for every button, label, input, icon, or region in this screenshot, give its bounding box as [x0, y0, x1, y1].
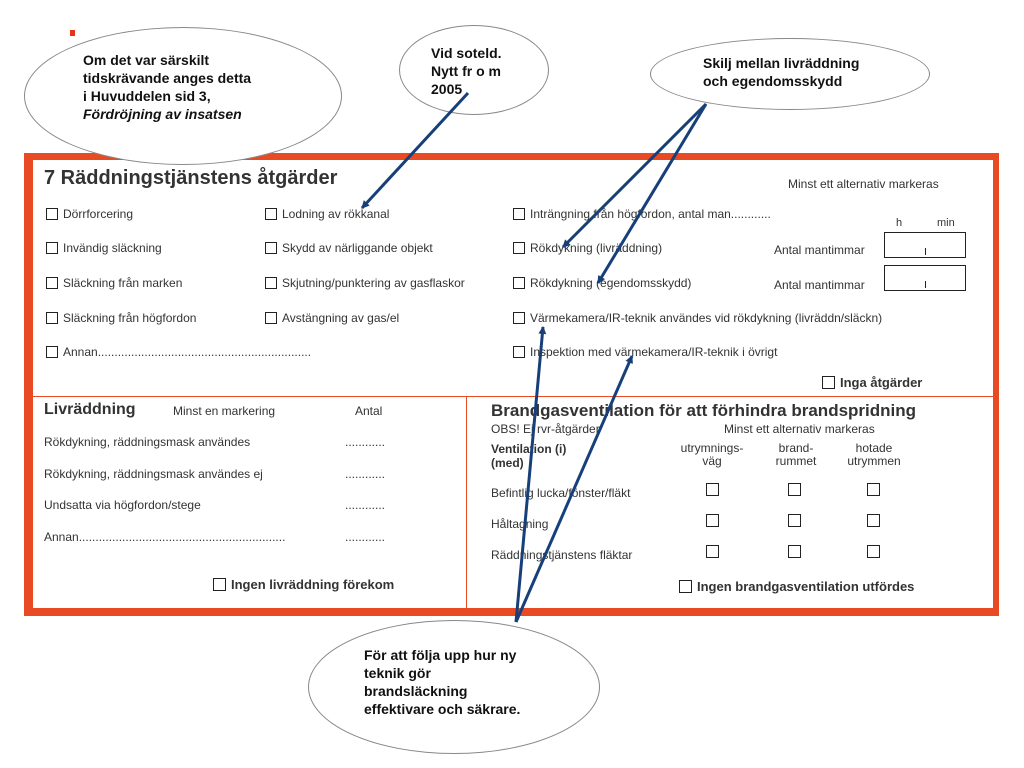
- checkbox-label: Släckning från högfordon: [63, 311, 197, 325]
- checkbox-label: Skjutning/punktering av gasflaskor: [282, 276, 465, 290]
- livraddning-row-count[interactable]: ............: [345, 498, 386, 512]
- arrow-inspektion: [516, 356, 632, 622]
- checkbox-label: Inga åtgärder: [840, 375, 923, 390]
- callout-text-mid: Vid soteld. Nytt fr o m 2005: [431, 45, 502, 97]
- brandgas-obs: OBS! Ej rvr-åtgärder: [491, 422, 600, 436]
- min-note: Minst ett alternativ markeras: [788, 177, 939, 191]
- minute-label: min: [937, 217, 955, 229]
- callout-text-right: Skilj mellan livräddning och egendomsskydd: [703, 55, 860, 89]
- livraddning-row-count[interactable]: ............: [345, 467, 386, 481]
- ventilation-label: Ventilation (i): [491, 442, 567, 456]
- arrow-varmekamera: [516, 327, 543, 622]
- checkbox-label: Inträngning från högfordon, antal man............: [530, 207, 771, 221]
- section-title: 7 Räddningstjänstens åtgärder: [44, 167, 338, 189]
- arrow-livraddning: [563, 104, 706, 247]
- checkbox-label: Ingen livräddning förekom: [231, 577, 395, 592]
- livraddning-row-label: Annan..............................................................: [44, 530, 286, 544]
- arrow-soteld: [362, 93, 468, 208]
- col-header-brandrummet: brand- rummet: [775, 441, 817, 468]
- col-header-utrymningsvag: utrymnings- väg: [680, 441, 744, 468]
- hour-label: h: [896, 217, 903, 229]
- livraddning-row-count[interactable]: ............: [345, 435, 386, 449]
- livraddning-title: Livräddning: [44, 401, 136, 418]
- callout-text-left: Om det var särskilt tidskrävande anges detta i Huvuddelen sid 3, Fördröjning av insatsen: [83, 52, 252, 122]
- antal-mantimmar-label: Antal mantimmar: [774, 243, 865, 257]
- checkbox-label: Dörrforcering: [63, 207, 134, 221]
- checkbox-label: Invändig släckning: [63, 241, 162, 255]
- antal-header: Antal: [355, 404, 383, 418]
- brandgas-min-note: Minst ett alternativ markeras: [724, 422, 875, 436]
- brandgas-row-label: Håltagning: [491, 517, 549, 531]
- checkbox-label: Annan................................................................: [63, 345, 312, 359]
- checkbox-label: Lodning av rökkanal: [282, 207, 390, 221]
- checkbox-label: Inspektion med värmekamera/IR-teknik i övrigt: [530, 345, 778, 359]
- brandgas-row-label: Räddningstjänstens fläktar: [491, 548, 633, 562]
- checkbox-label: Skydd av närliggande objekt: [282, 241, 433, 255]
- ventilation-label-med: (med): [491, 456, 524, 470]
- livraddning-row-label: Undsatta via högfordon/stege: [44, 498, 201, 512]
- callout-text-bottom: För att följa upp hur ny teknik gör brandsläckning effektivare och säkrare.: [364, 647, 521, 717]
- checkbox-label: Ingen brandgasventilation utfördes: [697, 579, 915, 594]
- brandgas-title: Brandgasventilation för att förhindra brandspridning: [491, 401, 917, 420]
- checkbox-label: Rökdykning (egendomsskydd): [530, 276, 692, 290]
- brandgas-row-label: Befintlig lucka/fönster/fläkt: [491, 486, 631, 500]
- livraddning-row-label: Rökdykning, räddningsmask användes ej: [44, 467, 263, 481]
- checkbox-label: Avstängning av gas/el: [282, 311, 400, 325]
- checkbox-label: Rökdykning (livräddning): [530, 241, 663, 255]
- livraddning-row-count[interactable]: ............: [345, 530, 386, 544]
- livraddning-row-label: Rökdykning, räddningsmask användes: [44, 435, 251, 449]
- livraddning-min-note: Minst en markering: [173, 404, 276, 418]
- arrow-egendomsskydd: [598, 104, 706, 283]
- antal-mantimmar-label: Antal mantimmar: [774, 278, 865, 292]
- checkbox-label: Värmekamera/IR-teknik användes vid rökdykning (livräddn/släckn): [530, 311, 883, 325]
- col-header-hotade-utrymmen: hotade utrymmen: [847, 441, 901, 468]
- checkbox-label: Släckning från marken: [63, 276, 183, 290]
